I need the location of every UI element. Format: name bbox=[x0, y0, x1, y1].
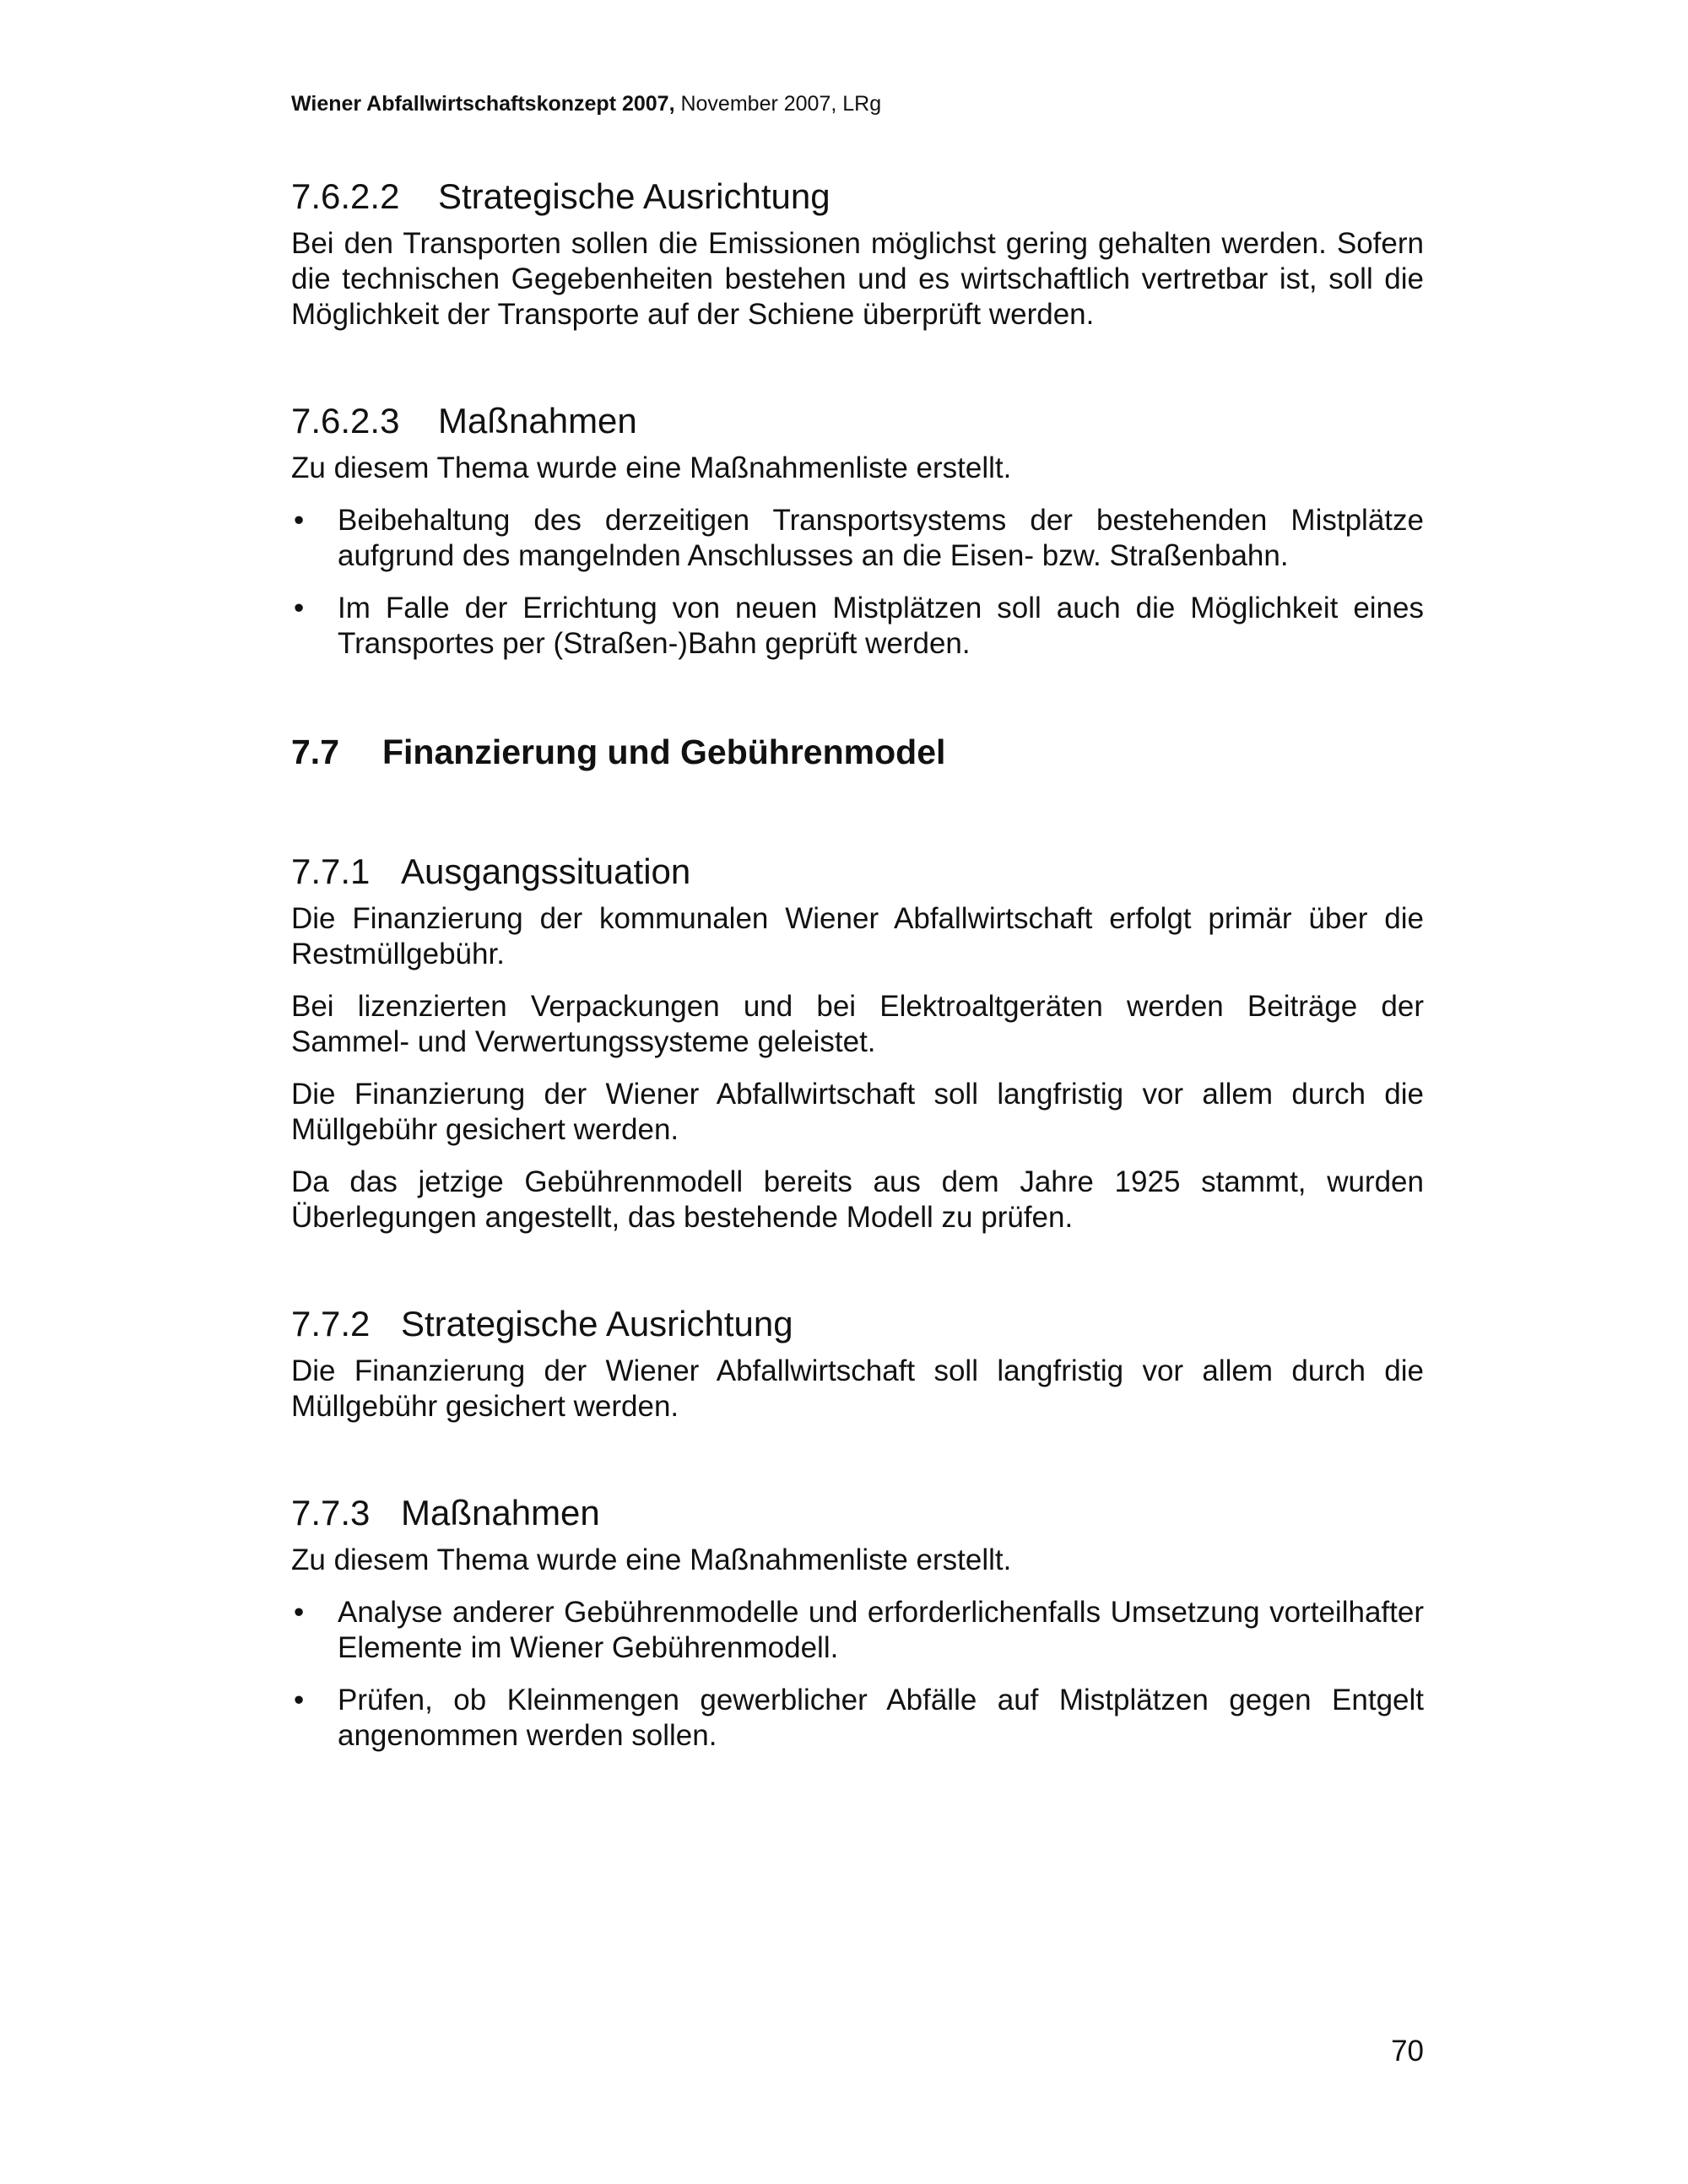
heading-number: 7.7.1 bbox=[291, 851, 371, 891]
page-number: 70 bbox=[1391, 2035, 1424, 2068]
heading-text: Strategische Ausrichtung bbox=[438, 176, 830, 216]
heading-773 bbox=[291, 1492, 1424, 1534]
bullet-icon: • bbox=[294, 504, 305, 537]
paragraph-771-2: Bei lizenzierten Verpackungen und bei Elektroaltgeräten werden Beiträge der Sammel- und Verwertungssysteme geleistet. bbox=[291, 990, 1424, 1058]
page-content bbox=[291, 176, 1424, 1754]
heading-number: 7.6.2.2 bbox=[291, 176, 400, 216]
heading-text: Strategische Ausrichtung bbox=[401, 1304, 793, 1343]
heading-number: 7.7.3 bbox=[291, 1493, 371, 1533]
heading-772 bbox=[291, 1303, 1424, 1345]
list-item-text: Prüfen, ob Kleinmengen gewerblicher Abfälle auf Mistplätzen gegen Entgelt angenommen werden sollen. bbox=[338, 1684, 1424, 1752]
heading-text: Ausgangssituation bbox=[401, 851, 691, 891]
heading-number: 7.7.2 bbox=[291, 1304, 371, 1343]
heading-771 bbox=[291, 851, 1424, 893]
header-date-author: November 2007, LRg bbox=[674, 92, 882, 116]
heading-text: Maßnahmen bbox=[438, 401, 637, 441]
bullet-icon: • bbox=[294, 1596, 305, 1629]
paragraph-773-intro: Zu diesem Thema wurde eine Maßnahmenliste erstellt. bbox=[291, 1543, 1012, 1576]
list-item-text: Beibehaltung des derzeitigen Transportsystems der bestehenden Mistplätze aufgrund des mangelnden Anschlusses an die Eisen- bzw. Straßenbahn. bbox=[338, 504, 1424, 572]
list-item-text: Analyse anderer Gebührenmodelle und erforderlichenfalls Umsetzung vorteilhafter Elemente im Wiener Gebührenmodell. bbox=[338, 1596, 1424, 1664]
running-header bbox=[291, 91, 881, 116]
bullet-list-7623 bbox=[291, 503, 1424, 662]
heading-text: Maßnahmen bbox=[401, 1493, 600, 1533]
paragraph-7622-1: Bei den Transporten sollen die Emissionen möglichst gering gehalten werden. Sofern die technischen Gegebenheiten bestehen und es wirtschaftlich vertretbar ist, soll die Möglichkeit der Transporte auf der Schiene überprüft werden. bbox=[291, 227, 1424, 331]
paragraph-771-1: Die Finanzierung der kommunalen Wiener Abfallwirtschaft erfolgt primär über die Restmüllgebühr. bbox=[291, 902, 1424, 970]
bullet-list-773 bbox=[291, 1595, 1424, 1754]
heading-text: Finanzierung und Gebührenmodel bbox=[382, 733, 946, 771]
paragraph-771-4: Da das jetzige Gebührenmodell bereits aus dem Jahre 1925 stammt, wurden Überlegungen angestellt, das bestehende Modell zu prüfen. bbox=[291, 1165, 1424, 1234]
paragraph-7623-intro: Zu diesem Thema wurde eine Maßnahmenliste erstellt. bbox=[291, 451, 1012, 484]
list-item bbox=[291, 503, 1424, 574]
header-title: Wiener Abfallwirtschaftskonzept 2007, bbox=[291, 92, 675, 116]
list-item bbox=[291, 591, 1424, 662]
paragraph-772-1: Die Finanzierung der Wiener Abfallwirtschaft soll langfristig vor allem durch die Müllgebühr gesichert werden. bbox=[291, 1354, 1424, 1423]
list-item bbox=[291, 1595, 1424, 1666]
list-item bbox=[291, 1683, 1424, 1754]
heading-7623 bbox=[291, 400, 1424, 442]
bullet-icon: • bbox=[294, 592, 305, 624]
list-item-text: Im Falle der Errichtung von neuen Mistplätzen soll auch die Möglichkeit eines Transportes per (Straßen-)Bahn geprüft werden. bbox=[338, 592, 1424, 660]
heading-77 bbox=[291, 731, 1424, 773]
heading-7622 bbox=[291, 176, 1424, 218]
heading-number: 7.7 bbox=[291, 733, 339, 771]
bullet-icon: • bbox=[294, 1684, 305, 1716]
paragraph-771-3: Die Finanzierung der Wiener Abfallwirtschaft soll langfristig vor allem durch die Müllgebühr gesichert werden. bbox=[291, 1078, 1424, 1146]
heading-number: 7.6.2.3 bbox=[291, 401, 400, 441]
